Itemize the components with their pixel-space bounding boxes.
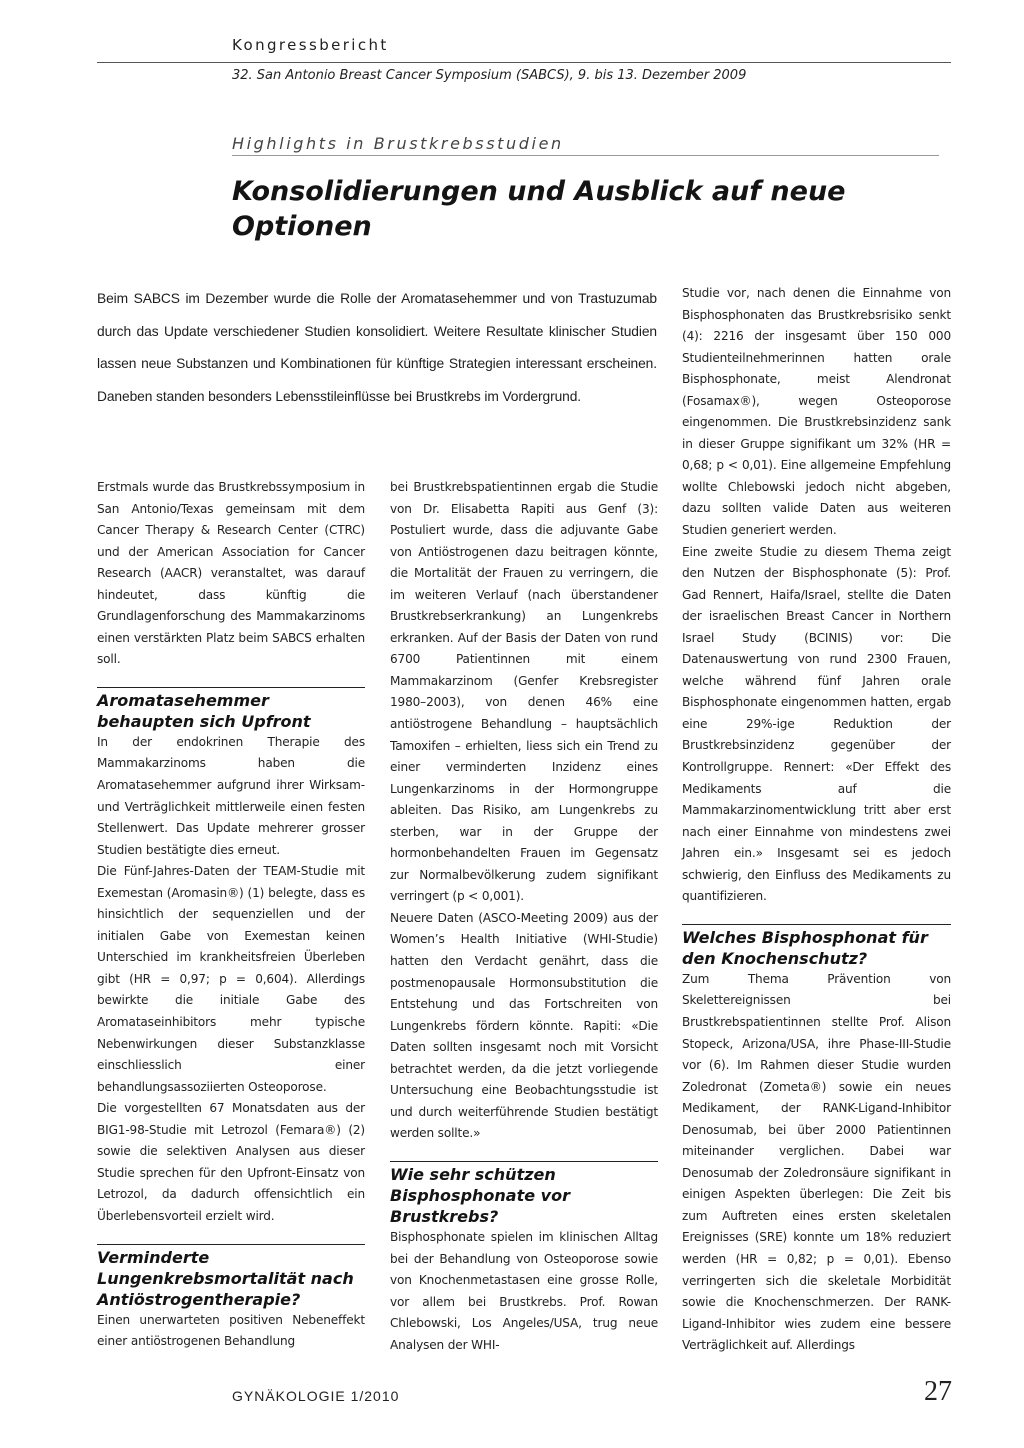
section-label: Kongressbericht <box>232 36 389 54</box>
paragraph: Neuere Daten (ASCO-Meeting 2009) aus der Women’s Health Initiative (WHI-Studie) hatten den Verdacht genährt, dass die postmenopausale Hormonsubstitution die Entstehung und das Fortschreiten von Lungenkrebs fördern könnte. Rapiti: «Die Daten sollten insgesamt noch mit Vorsicht betrachtet werden, da die jetzt vorliegende Untersuchung eine Beobachtungsstudie ist und durch weiterführende Studien bestätigt werden sollte.» <box>390 910 658 1141</box>
header-divider <box>97 62 951 63</box>
page-number: 27 <box>924 1376 952 1407</box>
congress-subtitle: 32. San Antonio Breast Cancer Symposium (SABCS), 9. bis 13. Dezember 2009 <box>232 68 747 83</box>
paragraph: Einen unerwarteten positiven Nebeneffekt einer antiöstrogenen Behandlung <box>97 1312 365 1349</box>
lead-paragraph: Beim SABCS im Dezember wurde die Rolle der Aromatasehemmer und von Trastuzumab durch das Update verschiedener Studien konsolidiert. Weitere Resultate klinischer Studien lassen neue Substanzen und Kombinationen für künftige Strategien interessant erscheinen. Daneben standen besonders Lebensstileinflüsse bei Brustkrebs im Vordergrund. <box>97 291 657 404</box>
rubric: Highlights in Brustkrebsstudien <box>232 134 564 153</box>
section-heading: Verminderte Lungenkrebsmortalität nach Antiöstrogentherapie? <box>97 1247 354 1309</box>
section-divider <box>390 1161 658 1162</box>
text-column-1 <box>97 477 365 1353</box>
paragraph: In der endokrinen Therapie des Mammakarzinoms haben die Aromatasehemmer aufgrund ihrer Wirksam- und Verträglichkeit mittlerweile einen festen Stellenwert. Das Update mehrerer grosser Studien bestätigte dies erneut. <box>97 734 365 857</box>
text-column-2 <box>390 477 658 1356</box>
paragraph: Die vorgestellten 67 Monatsdaten aus der BIG1-98-Studie mit Letrozol (Femara®) (2) sowie die selektiven Analysen aus dieser Studie sprechen für den Upfront-Einsatz von Letrozol, da dadurch offensichtlich ein Überlebensvorteil erzielt wird. <box>97 1101 365 1223</box>
paragraph: Bisphosphonate spielen im klinischen Alltag bei der Behandlung von Osteoporose sowie von Knochenmetastasen eine grosse Rolle, vor allem bei Brustkrebs. Prof. Rowan Chlebowski, Los Angeles/USA, trug neue Analysen der WHI- <box>390 1229 658 1352</box>
section-heading: Wie sehr schützen Bisphosphonate vor Brustkrebs? <box>390 1164 570 1226</box>
section-divider <box>97 1244 365 1245</box>
article-title: Konsolidierungen und Ausblick auf neue Optionen <box>232 176 846 242</box>
paragraph: Studie vor, nach denen die Einnahme von Bisphosphonaten das Brustkrebsrisiko senkt (4): 2216 der insgesamt über 150 000 Studienteilnehmerinnen hatten orale Bisphosphonate, meist Alendronat (Fosamax®), wegen Osteoporose eingenommen. Die Brustkrebsinzidenz sank in dieser Gruppe signifikant um 32% (HR = 0,68; p < 0,01). Eine allgemeine Empfehlung wollte Chlebowski jedoch nicht abgeben, dazu sollten valide Daten aus weiteren Studien generiert werden. <box>682 286 951 538</box>
paragraph: Erstmals wurde das Brustkrebssymposium in San Antonio/Texas gemeinsam mit dem Cancer Therapy & Research Center (CTRC) und der American Association for Cancer Research (AACR) veranstaltet, was darauf hindeutet, dass künftig die Grundlagenforschung des Mammakarzinoms einen verstärkten Platz beim SABCS erhalten soll. <box>97 480 365 667</box>
paragraph: Die Fünf-Jahres-Daten der TEAM-Studie mit Exemestan (Aromasin®) (1) belegte, dass es hinsichtlich der sequenziellen und der initialen Gabe von Exemestan keinen Unterschied im krankheitsfreien Überleben gibt (HR = 0,97; p = 0,604). Allerdings bewirkte die initiale Gabe des Aromataseinhibitors mehr typische Nebenwirkungen dieser Substanzklasse einschliesslich einer behandlungsassoziierten Osteoporose. <box>97 864 365 1094</box>
paragraph: bei Brustkrebspatientinnen ergab die Studie von Dr. Elisabetta Rapiti aus Genf (3): Postuliert wurde, dass die adjuvante Gabe von Antiöstrogenen dazu beitragen könnte, die Mortalität der Frauen zu verringern, die im weiteren Verlauf (nach überstandener Brustkrebserkrankung) an Lungenkrebs erkranken. Auf der Basis der Daten von rund 6700 Patientinnen mit einem Mammakarzinom (Genfer Krebsregister 1980–2003), von denen 46% eine antiöstrogene Behandlung – hauptsächlich Tamoxifen – erhielten, liess sich ein Trend zu einer verminderten Inzidenz eines Lungenkarzinoms in der Hormongruppe ableiten. Das Risiko, am Lungenkrebs zu sterben, war in der Gruppe der hormonbehandelten Frauen im Gegensatz zur Normalbevölkerung zudem signifikant verringert (p < 0,001). <box>390 480 658 904</box>
rubric-divider <box>232 155 939 156</box>
text-column-3 <box>682 283 951 1357</box>
section-heading: Welches Bisphosphonat für den Knochenschutz? <box>682 927 928 968</box>
journal-footer: GYNÄKOLOGIE 1/2010 <box>232 1388 400 1404</box>
section-heading: Aromatasehemmer behaupten sich Upfront <box>97 690 311 731</box>
paragraph: Zum Thema Prävention von Skelettereignissen bei Brustkrebspatientinnen stellte Prof. Alison Stopeck, Arizona/USA, ihre Phase-III-Studie vor (6). Im Rahmen dieser Studie wurden Zoledronat (Zometa®) sowie ein neues Medikament, der RANK-Ligand-Inhibitor Denosumab, bei über 2000 Patientinnen miteinander verglichen. Dabei war Denosumab der Zoledronsäure signifikant in einigen Aspekten überlegen: Die Zeit bis zum Auftreten eines ersten skeletalen Ereignisses (SRE) konnte um 18% reduziert werden (HR = 0,82; p = 0,01). Ebenso verringerten sich die skeletale Morbidität sowie die Knochenschmerzen. Der RANK-Ligand-Inhibitor wies zudem eine bessere Verträglichkeit auf. Allerdings <box>682 971 951 1353</box>
section-divider <box>97 687 365 688</box>
section-divider <box>682 924 951 925</box>
paragraph: Eine zweite Studie zu diesem Thema zeigt den Nutzen der Bisphosphonate (5): Prof. Gad Rennert, Haifa/Israel, stellte die Daten der israelischen Breast Cancer in Northern Israel Study (BCINIS) vor: Die Datenauswertung von rund 2300 Frauen, welche während fünf Jahren orale Bisphosphonate eingenommen hatten, ergab eine 29%-ige Reduktion der Brustkrebsinzidenz gegenüber der Kontrollgruppe. Rennert: «Der Effekt des Medikaments auf die Mammakarzinomentwicklung tritt aber erst nach einer Einnahme von mindestens zwei Jahren ein.» Insgesamt sei es jedoch schwierig, den Einfluss des Medikaments zu quantifizieren. <box>682 544 951 904</box>
